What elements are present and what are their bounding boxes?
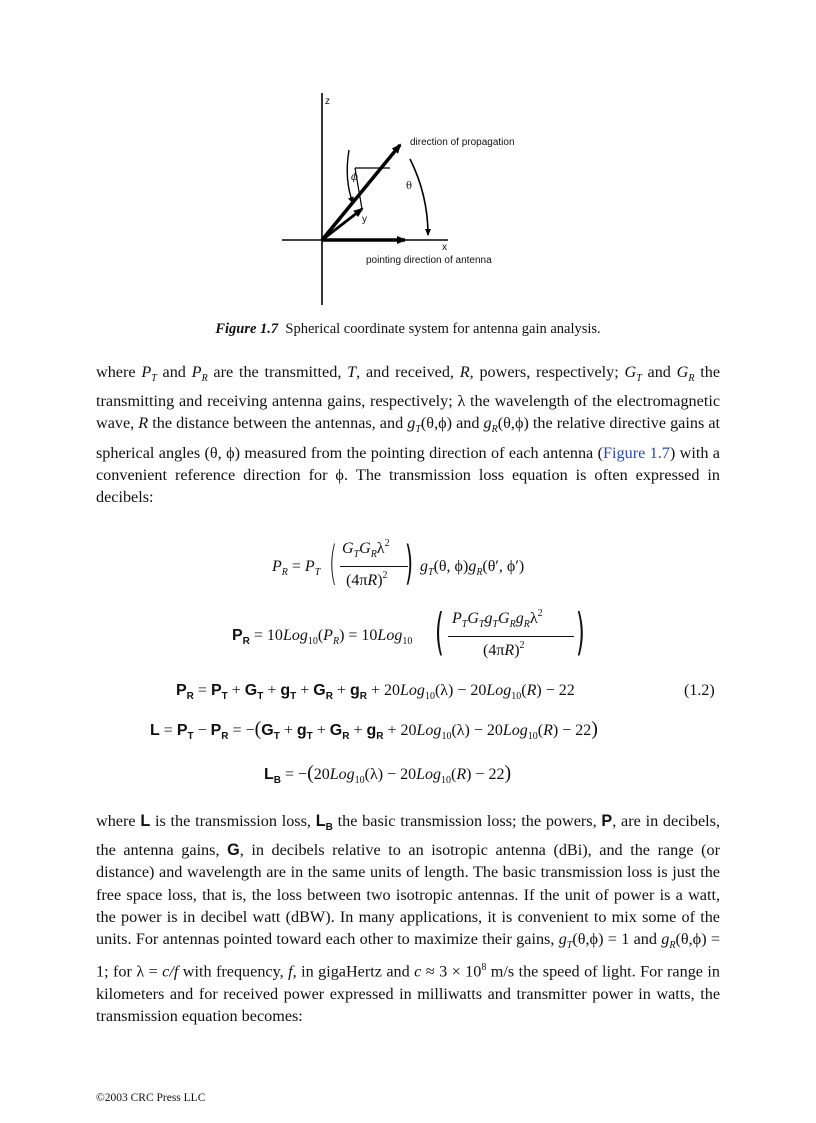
phi-label: ϕ <box>351 172 358 183</box>
equation-basic-loss: $L_B = -(20Log_{10}(\lambda) - 20Log_{10}(R) - 22)$ <box>264 762 512 786</box>
caption-number: Figure 1.7 <box>215 321 279 337</box>
figure-caption <box>0 321 816 338</box>
figure-link[interactable]: Figure 1.7 <box>603 443 670 462</box>
copyright-footer: ©2003 CRC Press LLC <box>96 1092 206 1104</box>
figure-1-7 <box>250 85 570 315</box>
x-axis-label: x <box>442 242 447 253</box>
pointing-label: pointing direction of antenna <box>366 255 492 266</box>
z-axis-label: z <box>325 96 330 107</box>
spherical-coordinate-diagram <box>250 85 570 315</box>
theta-label: θ <box>406 181 413 192</box>
equation-transmission-loss: $L = P_T - P_R = -(G_T + g_T + G_R + g_R + 20Log_{10}(\lambda) - 20Log_{10}(R) - 22)$ <box>150 718 598 742</box>
paragraph-2: where L is the transmission loss, $L_B$ the basic transmission loss; the powers, P, are in decibels, the antenna gains, G, in decibels relative to an isotropic antenna (dBi), and the range (or distance) and wavelength are in the same units of length. The basic transmission loss is just the free space loss, that is, the loss between two isotropic antennas. If the unit of power is a watt, the power is in decibel watt (dBW). In many applications, it is convenient to mix some of the units. For antennas pointed toward each other to maximize their gains, $g_T(\theta,\phi) = 1$ and $g_R(\theta,\phi) = 1$; for λ = c/f with frequency, f, in gigaHertz and $c \approx 3 \times 10^8$ m/s the speed of light. For range in kilometers and for received power expressed in milliwatts and transmitter power in watts, the transmission equation becomes: <box>96 812 721 1025</box>
paragraph-1: where $P_T$ and $P_R$ are the transmitted, T, and received, R, powers, respectively; $G_T$ and $G_R$ the transmitting and receiving antenna gains, respectively; λ the wavelength of the electromagnetic wave, R the distance between the antennas, and $g_T(\theta,\phi)$ and $g_R(\theta,\phi)$ the relative directive gains at spherical angles (θ, ϕ) measured from the pointing direction of each antenna (Figure 1.7) with a convenient reference direction for ϕ. The transmission loss equation is often expressed in decibels: <box>96 363 721 506</box>
equation-sum-form: $P_R = P_T + G_T + g_T + G_R + g_R + 20Log_{10}(\lambda) - 20Log_{10}(R) - 22$ <box>176 682 575 702</box>
y-label: y <box>362 214 367 225</box>
theta-arc <box>410 159 428 235</box>
equation-number: (1.2) <box>684 682 715 699</box>
propagation-arrow <box>322 145 400 240</box>
propagation-label: direction of propagation <box>410 137 515 148</box>
caption-text: Spherical coordinate system for antenna gain analysis. <box>285 321 601 337</box>
